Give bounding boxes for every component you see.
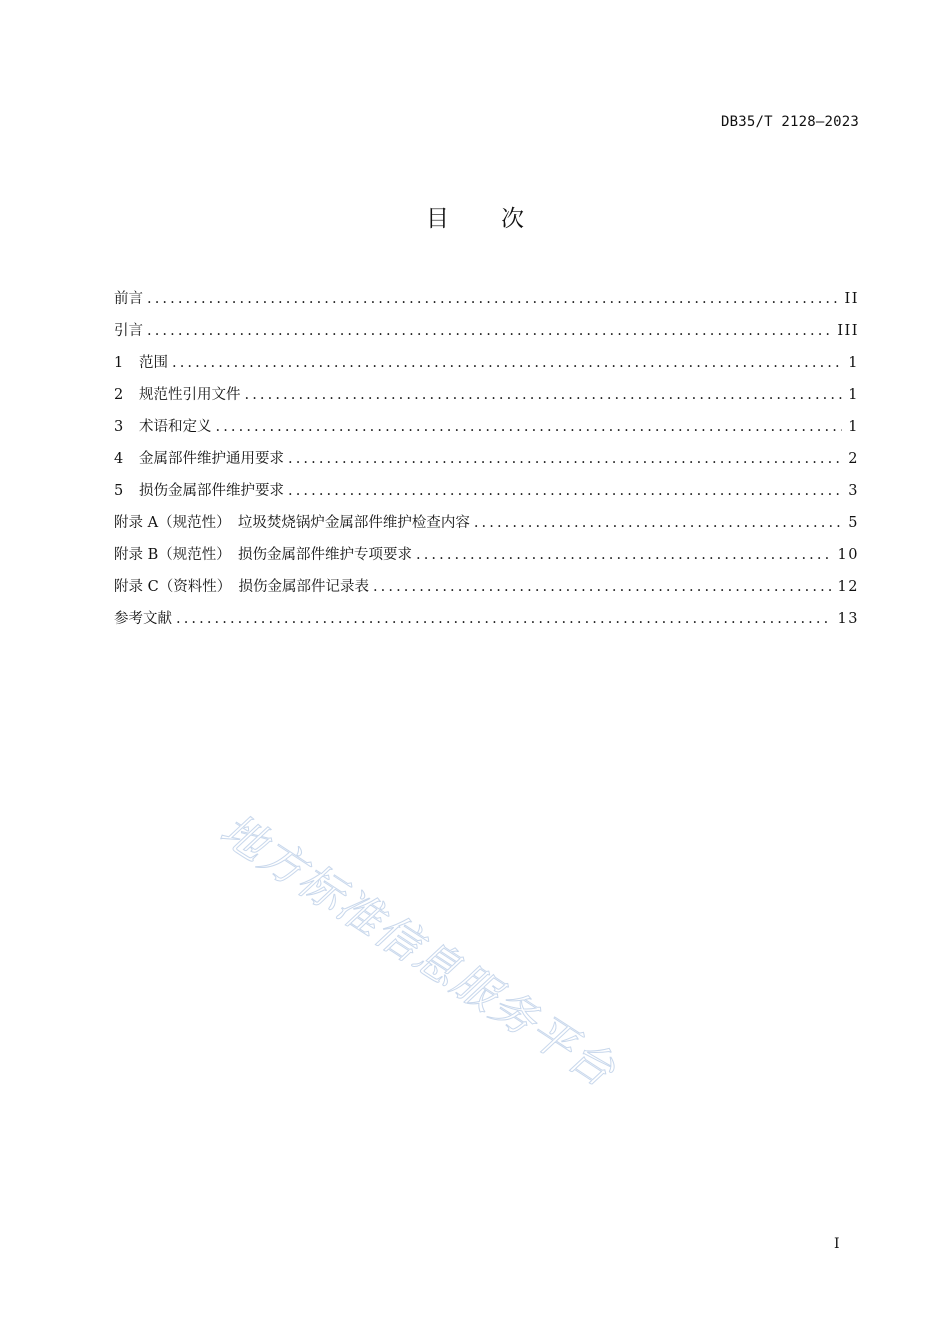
- toc-entry-section-1[interactable]: [114, 350, 859, 382]
- toc-entry-number: 4: [114, 451, 124, 467]
- toc-entry-label: 规范性引用文件: [139, 387, 241, 403]
- toc-entry-label: 引言: [114, 323, 143, 339]
- toc-entry-page: 13: [837, 611, 859, 627]
- toc-leader-dots: [474, 510, 842, 536]
- toc-entry-appendix-a[interactable]: [114, 510, 859, 542]
- toc-leader-dots: [216, 414, 843, 440]
- toc-leader-dots: [416, 542, 832, 568]
- toc-entry-label: 损伤金属部件维护专项要求: [238, 547, 413, 563]
- toc-entry-page: II: [844, 291, 859, 307]
- toc-entry-number: 3: [114, 419, 124, 435]
- toc-title-char-2: 次: [501, 206, 524, 232]
- toc-entry-section-5[interactable]: [114, 478, 859, 510]
- toc-title: [0, 200, 950, 233]
- toc-entry-page: 5: [848, 515, 859, 531]
- page-number: I: [834, 1236, 840, 1252]
- toc-entry-page: 1: [848, 355, 859, 371]
- watermark-text: 地方标准信息服务平台: [211, 804, 625, 1098]
- toc-leader-dots: [288, 478, 842, 504]
- toc-entry-number: 1: [114, 355, 124, 371]
- toc-entry-label: 损伤金属部件记录表: [238, 579, 369, 595]
- toc-entry-foreword[interactable]: [114, 286, 859, 318]
- toc-entry-label: 损伤金属部件维护要求: [139, 483, 284, 499]
- toc-entry-appendix-b[interactable]: [114, 542, 859, 574]
- toc-entry-introduction[interactable]: [114, 318, 859, 350]
- toc-entry-number: 2: [114, 387, 124, 403]
- toc-entry-page: 12: [837, 579, 859, 595]
- toc-entry-page: 1: [848, 419, 859, 435]
- toc-leader-dots: [373, 574, 832, 600]
- toc-leader-dots: [172, 350, 842, 376]
- toc-entry-label: 前言: [114, 291, 143, 307]
- toc-entry-section-2[interactable]: [114, 382, 859, 414]
- toc-entry-label: 金属部件维护通用要求: [139, 451, 284, 467]
- toc-leader-dots: [245, 382, 843, 408]
- toc-leader-dots: [147, 286, 839, 312]
- toc-entry-label: 垃圾焚烧锅炉金属部件维护检查内容: [237, 515, 470, 531]
- toc-entry-page: 10: [837, 547, 859, 563]
- toc-entry-page: 3: [848, 483, 859, 499]
- toc-entry-page: III: [837, 323, 859, 339]
- toc-entry-bibliography[interactable]: [114, 606, 859, 638]
- toc-leader-dots: [176, 606, 832, 632]
- document-code: DB35/T 2128—2023: [720, 114, 859, 130]
- toc-entry-number: 5: [114, 483, 124, 499]
- toc-entry-appendix-prefix: 附录 A（规范性）: [114, 515, 238, 531]
- toc-entry-appendix-prefix: 附录 C（资料性）: [114, 579, 239, 595]
- toc-entry-label: 术语和定义: [139, 419, 212, 435]
- toc-entry-section-3[interactable]: [114, 414, 859, 446]
- toc-entry-label: 范围: [139, 355, 168, 371]
- toc-title-char-1: 目: [426, 206, 449, 232]
- toc-leader-dots: [288, 446, 842, 472]
- table-of-contents: [114, 286, 859, 638]
- toc-entry-section-4[interactable]: [114, 446, 859, 478]
- toc-leader-dots: [147, 318, 831, 344]
- toc-entry-page: 1: [848, 387, 859, 403]
- toc-entry-appendix-c[interactable]: [114, 574, 859, 606]
- toc-entry-page: 2: [848, 451, 859, 467]
- toc-entry-appendix-prefix: 附录 B（规范性）: [114, 547, 239, 563]
- toc-entry-label: 参考文献: [114, 611, 172, 627]
